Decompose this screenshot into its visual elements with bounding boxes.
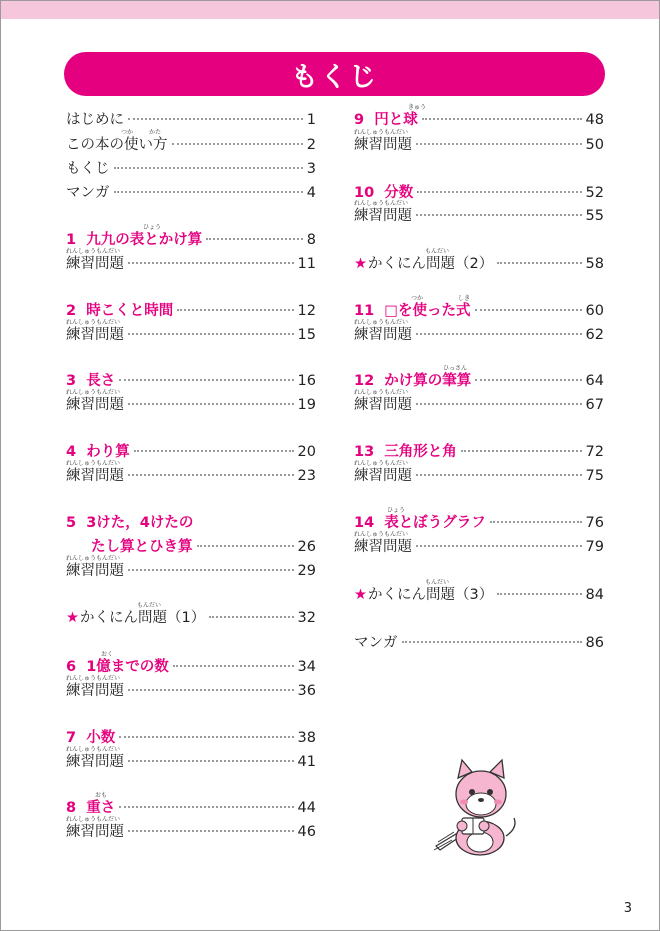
ruby-renshuu-mondai: れんしゅうもんだい — [354, 319, 409, 326]
toc-page: 38 — [297, 730, 316, 746]
toc-label: 練習問題 — [66, 397, 124, 413]
toc-label: 九九の表とかけ算 — [86, 232, 203, 248]
ruby-renshuu-mondai: れんしゅうもんだい — [66, 248, 121, 255]
chapter-number: 10 — [354, 185, 375, 201]
leader-dots — [416, 403, 582, 405]
toc-label: 練習問題 — [354, 137, 412, 153]
toc-practice-12[interactable] — [354, 394, 604, 416]
chapter-number: 2 — [66, 303, 77, 319]
leader-dots — [416, 214, 582, 216]
toc-label: かくにん問題（2） — [368, 256, 494, 272]
toc-practice-13[interactable] — [354, 465, 604, 487]
toc-practice-1[interactable] — [66, 253, 316, 275]
toc-label: 分数 — [384, 185, 414, 201]
leader-dots — [134, 450, 294, 452]
toc-page: 1 — [306, 112, 316, 128]
leader-dots — [128, 403, 294, 405]
leader-dots — [206, 238, 303, 240]
toc-label: 練習問題 — [66, 468, 124, 484]
ruby-renshuu-mondai: れんしゅうもんだい — [354, 200, 409, 207]
ruby-renshuu-mondai: れんしゅうもんだい — [354, 460, 409, 467]
toc-label: マンガ — [66, 185, 110, 201]
toc-practice-14[interactable] — [354, 536, 604, 558]
leader-dots — [475, 309, 582, 311]
page-title: もくじ — [291, 61, 378, 93]
toc-page: 84 — [585, 587, 604, 603]
toc-page: 20 — [297, 444, 316, 460]
toc-page: 12 — [297, 303, 316, 319]
chapter-number: 6 — [66, 659, 77, 675]
ruby-omo: おも — [95, 792, 108, 799]
leader-dots — [197, 545, 294, 547]
toc-practice-2[interactable] — [66, 324, 316, 346]
toc-label: 重さ — [86, 800, 116, 816]
chapter-number: 3 — [66, 373, 77, 389]
toc-label: 3けた，4けたの — [86, 515, 194, 531]
ruby-renshuu-mondai: れんしゅうもんだい — [66, 746, 121, 753]
leader-dots — [497, 593, 581, 595]
toc-label: 練習問題 — [66, 563, 124, 579]
toc-page: 52 — [585, 185, 604, 201]
toc-page: 67 — [585, 397, 604, 413]
ruby-tsuka: つか — [121, 129, 134, 136]
title-banner — [64, 52, 605, 96]
toc-label: 練習問題 — [354, 397, 412, 413]
leader-dots — [114, 191, 303, 193]
toc-entry-intro[interactable] — [66, 109, 316, 131]
toc-page: 46 — [297, 824, 316, 840]
toc-page: 4 — [306, 185, 316, 201]
toc-label: たし算とひき算 — [91, 539, 193, 555]
ruby-oku: おく — [101, 651, 114, 658]
star-icon: ★ — [66, 610, 79, 626]
toc-practice-8[interactable] — [66, 821, 316, 843]
toc-entry-manga-end[interactable] — [354, 632, 604, 654]
toc-page: 29 — [297, 563, 316, 579]
ruby-shiki: しき — [458, 295, 471, 302]
toc-label: かけ算の筆算 — [384, 373, 472, 389]
ruby-hissan: ひっさん — [443, 365, 468, 372]
chapter-number: 11 — [354, 303, 375, 319]
chapter-number: 13 — [354, 444, 375, 460]
toc-page: 50 — [585, 137, 604, 153]
toc-label: 練習問題 — [354, 539, 412, 555]
leader-dots — [461, 450, 582, 452]
toc-page: 19 — [297, 397, 316, 413]
leader-dots — [119, 806, 293, 808]
toc-entry-how-to-use[interactable] — [66, 134, 316, 156]
star-icon: ★ — [354, 587, 367, 603]
toc-label: 練習問題 — [66, 683, 124, 699]
toc-label: 円と球 — [374, 112, 418, 128]
leader-dots — [417, 191, 581, 193]
leader-dots — [128, 118, 303, 120]
chapter-number: 7 — [66, 730, 77, 746]
toc-page: 3 — [306, 161, 316, 177]
chapter-number: 12 — [354, 373, 375, 389]
leader-dots — [475, 379, 581, 381]
top-color-band — [1, 1, 659, 19]
leader-dots — [416, 545, 582, 547]
ruby-renshuu-mondai: れんしゅうもんだい — [354, 389, 409, 396]
toc-entry-manga[interactable] — [66, 182, 316, 204]
toc-page: 60 — [585, 303, 604, 319]
ruby-kyuu: きゅう — [408, 104, 427, 111]
leader-dots — [119, 379, 293, 381]
toc-practice-6[interactable] — [66, 680, 316, 702]
leader-dots — [128, 760, 294, 762]
leader-dots — [128, 333, 294, 335]
toc-label: 練習問題 — [66, 327, 124, 343]
chapter-number: 9 — [354, 112, 365, 128]
toc-page: 11 — [297, 256, 316, 272]
toc-label: はじめに — [66, 112, 124, 128]
leader-dots — [173, 665, 294, 667]
toc-review-3[interactable] — [354, 584, 604, 606]
toc-label: 長さ — [86, 373, 116, 389]
toc-label: 1億までの数 — [86, 659, 169, 675]
toc-review-2[interactable] — [354, 253, 604, 275]
toc-label: 練習問題 — [354, 208, 412, 224]
toc-label: 練習問題 — [66, 754, 124, 770]
toc-chapter-5[interactable] — [66, 512, 316, 534]
toc-page: 34 — [297, 659, 316, 675]
leader-dots — [416, 143, 582, 145]
ruby-hyou: ひょう — [143, 224, 162, 231]
toc-page: 48 — [585, 112, 604, 128]
ruby-renshuu-mondai: れんしゅうもんだい — [66, 555, 121, 562]
leader-dots — [114, 167, 303, 169]
toc-review-1[interactable] — [66, 607, 316, 629]
toc-label: 時こくと時間 — [86, 303, 174, 319]
toc-label: わり算 — [86, 444, 130, 460]
dog-mascot-illustration — [428, 758, 518, 858]
ruby-kata: かた — [149, 129, 162, 136]
toc-label: 練習問題 — [66, 824, 124, 840]
leader-dots — [119, 736, 293, 738]
toc-page: 86 — [585, 635, 604, 651]
leader-dots — [177, 309, 293, 311]
toc-practice-10[interactable] — [354, 205, 604, 227]
toc-page: 15 — [297, 327, 316, 343]
ruby-hyou: ひょう — [387, 507, 406, 514]
chapter-number: 1 — [66, 232, 77, 248]
chapter-number: 4 — [66, 444, 77, 460]
toc-page: 8 — [306, 232, 316, 248]
ruby-renshuu-mondai: れんしゅうもんだい — [66, 389, 121, 396]
leader-dots — [209, 616, 293, 618]
toc-label: かくにん問題（1） — [80, 610, 206, 626]
ruby-tsuka: つか — [411, 295, 424, 302]
toc-label: 三角形と角 — [384, 444, 457, 460]
toc-page: 16 — [297, 373, 316, 389]
leader-dots — [128, 689, 294, 691]
toc-label: マンガ — [354, 635, 398, 651]
toc-page: 76 — [585, 515, 604, 531]
toc-label: 練習問題 — [354, 468, 412, 484]
leader-dots — [128, 830, 294, 832]
ruby-renshuu-mondai: れんしゅうもんだい — [354, 531, 409, 538]
leader-dots — [172, 143, 303, 145]
toc-label: かくにん問題（3） — [368, 587, 494, 603]
toc-label: もくじ — [66, 161, 110, 177]
toc-label: 練習問題 — [66, 256, 124, 272]
chapter-number: 5 — [66, 515, 77, 531]
leader-dots — [416, 333, 582, 335]
leader-dots — [402, 641, 582, 643]
toc-label: 表とぼうグラフ — [384, 515, 486, 531]
leader-dots — [422, 118, 582, 120]
chapter-number: 8 — [66, 800, 77, 816]
toc-page: 44 — [297, 800, 316, 816]
leader-dots — [128, 262, 294, 264]
toc-practice-3[interactable] — [66, 394, 316, 416]
toc-page: 64 — [585, 373, 604, 389]
toc-practice-7[interactable] — [66, 751, 316, 773]
toc-practice-5[interactable] — [66, 560, 316, 582]
toc-page: 58 — [585, 256, 604, 272]
ruby-mondai: もんだい — [137, 602, 162, 609]
ruby-mondai: もんだい — [425, 579, 450, 586]
leader-dots — [128, 569, 294, 571]
ruby-renshuu-mondai: れんしゅうもんだい — [354, 129, 409, 136]
ruby-mondai: もんだい — [425, 248, 450, 255]
toc-label: 小数 — [86, 730, 116, 746]
toc-entry-contents[interactable] — [66, 158, 316, 180]
toc-page: 72 — [585, 444, 604, 460]
toc-label: □を使った式 — [384, 303, 471, 319]
toc-page: 23 — [297, 468, 316, 484]
toc-label: 練習問題 — [354, 327, 412, 343]
toc-practice-9[interactable] — [354, 134, 604, 156]
leader-dots — [497, 262, 581, 264]
toc-practice-11[interactable] — [354, 324, 604, 346]
toc-page: 55 — [585, 208, 604, 224]
star-icon: ★ — [354, 256, 367, 272]
page-number: 3 — [623, 901, 632, 916]
leader-dots — [128, 474, 294, 476]
leader-dots — [490, 521, 582, 523]
toc-page: 62 — [585, 327, 604, 343]
toc-page: 26 — [297, 539, 316, 555]
leader-dots — [416, 474, 582, 476]
toc-label: この本の使い方 — [66, 137, 168, 153]
toc-page: 41 — [297, 754, 316, 770]
chapter-number: 14 — [354, 515, 375, 531]
toc-page: 2 — [306, 137, 316, 153]
toc-page: 75 — [585, 468, 604, 484]
ruby-renshuu-mondai: れんしゅうもんだい — [66, 816, 121, 823]
toc-page: 32 — [297, 610, 316, 626]
toc-page: 36 — [297, 683, 316, 699]
ruby-renshuu-mondai: れんしゅうもんだい — [66, 675, 121, 682]
ruby-renshuu-mondai: れんしゅうもんだい — [66, 460, 121, 467]
ruby-renshuu-mondai: れんしゅうもんだい — [66, 319, 121, 326]
toc-page: 79 — [585, 539, 604, 555]
toc-practice-4[interactable] — [66, 465, 316, 487]
toc-chapter-9[interactable] — [354, 109, 604, 131]
